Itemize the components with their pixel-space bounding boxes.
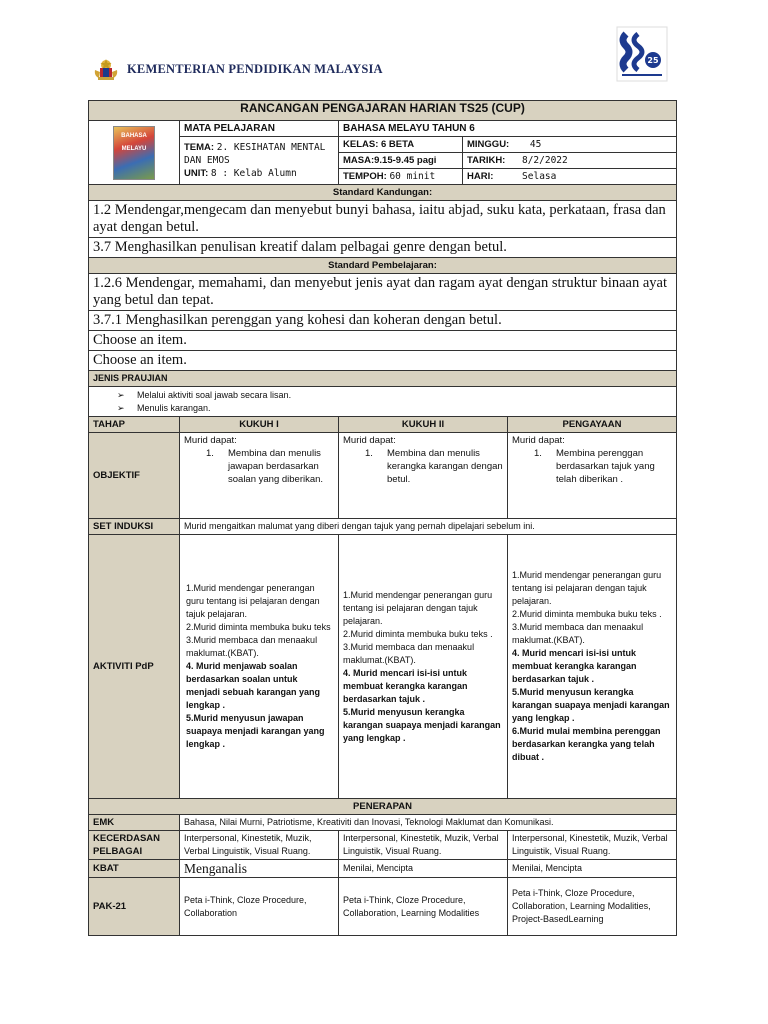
activity-step: 3.Murid membaca dan menaakul maklumat.(KBAT). xyxy=(343,641,475,665)
activity-step: 2.Murid diminta membuka buku teks . xyxy=(343,628,493,639)
activity-step: 5.Murid menyusun jawapan suapaya menjadi karangan yang lengkap . xyxy=(186,713,325,749)
book-cover-icon xyxy=(113,126,155,180)
subject-label: MATA PELAJARAN xyxy=(180,121,339,137)
kecerdasan-kukuh1[interactable]: Interpersonal, Kinestetik, Muzik, Verbal Linguistik, Visual Ruang. xyxy=(180,831,339,860)
set-induksi-label: SET INDUKSI xyxy=(89,519,180,535)
plan-title: RANCANGAN PENGAJARAN HARIAN TS25 (CUP) xyxy=(89,101,677,121)
kecerdasan-label: KECERDASAN PELBAGAI xyxy=(89,831,180,860)
activity-step: 1.Murid mendengar penerangan guru tentang isi pelajaran dengan tajuk pelajaran. xyxy=(512,570,662,606)
kbat-kukuh2[interactable]: Menilai, Mencipta xyxy=(339,860,508,878)
book-cover-text: BAHASA MELAYU xyxy=(121,132,147,152)
pak21-kukuh2[interactable]: Peta i-Think, Cloze Procedure, Collaboration, Learning Modalities xyxy=(339,878,508,936)
tahap-label: TAHAP xyxy=(89,417,180,433)
ministry-crest-icon xyxy=(92,56,120,82)
set-induksi-text[interactable]: Murid mengaitkan malumat yang diberi dengan tajuk yang pernah dipelajari sebelum ini. xyxy=(180,519,677,535)
pengayaan-header: PENGAYAAN xyxy=(508,417,677,433)
jenis-praujian-list xyxy=(89,387,677,417)
emk-text[interactable]: Bahasa, Nilai Murni, Patriotisme, Kreativiti dan Inovasi, Teknologi Maklumat dan Komunikasi. xyxy=(180,815,677,831)
objektif-intro: Murid dapat: xyxy=(184,435,237,446)
unit-label: UNIT: xyxy=(184,168,209,179)
penerapan-heading: PENERAPAN xyxy=(89,799,677,815)
tema-unit-cell xyxy=(180,137,339,185)
minggu-label: MINGGU: xyxy=(467,139,510,150)
objektif-intro: Murid dapat: xyxy=(512,435,565,446)
aktiviti-label: AKTIVITI PdP xyxy=(89,535,180,799)
kbat-kukuh1[interactable]: Menganalis xyxy=(180,860,339,878)
activity-step: 3.Murid membaca dan menaakul maklumat.(KBAT). xyxy=(512,622,644,645)
sp-item-2[interactable]: 3.7.1 Menghasilkan perenggan yang kohesi dan koheran dengan betul. xyxy=(89,311,677,331)
objektif-pengayaan-text[interactable]: Membina perenggan berdasarkan tajuk yang telah diberikan . xyxy=(556,448,655,485)
tempoh-value[interactable]: 60 minit xyxy=(389,171,436,182)
praujian-item: ➢ Menulis karangan. xyxy=(117,402,672,415)
objektif-intro: Murid dapat: xyxy=(343,435,396,446)
textbook-cover xyxy=(89,121,180,185)
masa-field: MASA:9.15-9.45 pagi xyxy=(339,153,463,169)
kelas-field: KELAS: 6 BETA xyxy=(339,137,463,153)
kbat-pengayaan[interactable]: Menilai, Mencipta xyxy=(508,860,677,878)
activity-step: 4. Murid menjawab soalan berdasarkan soalan untuk menjadi sebuah karangan yang lengkap . xyxy=(186,661,321,710)
hari-label: HARI: xyxy=(467,171,494,182)
tema-label: TEMA: xyxy=(184,142,215,153)
standard-pembelajaran-heading: Standard Pembelajaran: xyxy=(89,258,677,274)
emk-label: EMK xyxy=(89,815,180,831)
kecerdasan-pengayaan[interactable]: Interpersonal, Kinestetik, Muzik, Verbal Linguistik, Visual Ruang. xyxy=(508,831,677,860)
activity-step: 2.Murid diminta membuka buku teks . xyxy=(512,609,662,619)
activity-step: 5.Murid menyusun kerangka karangan suapaya menjadi karangan yang lengkap . xyxy=(512,687,670,723)
objektif-kukuh1 xyxy=(180,433,339,519)
sk-item-1[interactable]: 1.2 Mendengar,mengecam dan menyebut bunyi bahasa, iaitu abjad, suku kata, perkataan, frasa dan ayat dengan betul. xyxy=(89,201,677,238)
minggu-field xyxy=(463,137,677,153)
objektif-kukuh1-text[interactable]: Membina dan menulis jawapan berdasarkan soalan yang diberikan. xyxy=(228,448,324,485)
svg-text:25: 25 xyxy=(647,56,659,65)
tempoh-field xyxy=(339,169,463,185)
ministry-title: KEMENTERIAN PENDIDIKAN MALAYSIA xyxy=(127,62,383,76)
objektif-num: 1. xyxy=(206,448,214,459)
tarikh-field xyxy=(463,153,677,169)
tarikh-value[interactable]: 8/2/2022 xyxy=(521,155,568,166)
activity-step: 5.Murid menyusun kerangka karangan suapaya menjadi karangan yang lengkap . xyxy=(343,706,501,743)
sp-item-3[interactable]: Choose an item. xyxy=(89,331,677,351)
objektif-num: 1. xyxy=(365,448,373,459)
tarikh-label: TARIKH: xyxy=(467,155,506,166)
objektif-pengayaan xyxy=(508,433,677,519)
activity-step: 4. Murid mencari isi-isi untuk membuat kerangka karangan berdasarkan tajuk . xyxy=(343,667,468,704)
jenis-praujian-heading: JENIS PRAUJIAN xyxy=(89,371,677,387)
kecerdasan-kukuh2[interactable]: Interpersonal, Kinestetik, Muzik, Verbal Linguistik, Visual Ruang. xyxy=(339,831,508,860)
tempoh-label: TEMPOH: xyxy=(343,171,387,182)
objektif-kukuh2-text[interactable]: Membina dan menulis kerangka karangan dengan betul. xyxy=(387,448,503,485)
activity-step: 3.Murid membaca dan menaakul maklumat.(KBAT). xyxy=(186,635,318,658)
pak21-label: PAK-21 xyxy=(89,878,180,936)
objektif-kukuh2 xyxy=(339,433,508,519)
minggu-value[interactable]: 45 xyxy=(529,139,542,150)
subject-value: BAHASA MELAYU TAHUN 6 xyxy=(339,121,677,137)
activity-step: 1.Murid mendengar penerangan guru tentang isi pelajaran dengan tajuk pelajaran. xyxy=(343,589,493,626)
sp-item-1[interactable]: 1.2.6 Mendengar, memahami, dan menyebut jenis ayat dan ragam ayat dengan struktur binaan ayat yang betul dan tepat. xyxy=(89,274,677,311)
aktiviti-kukuh2[interactable] xyxy=(339,535,508,799)
activity-step: 1.Murid mendengar penerangan guru tentang isi pelajaran dengan tajuk pelajaran. xyxy=(186,583,320,619)
kbat-label: KBAT xyxy=(89,860,180,878)
unit-value[interactable]: 8 : Kelab Alumn xyxy=(210,168,297,179)
activity-step: 2.Murid diminta membuka buku teks xyxy=(186,622,331,632)
kukuh1-header: KUKUH I xyxy=(180,417,339,433)
hari-value[interactable]: Selasa xyxy=(522,171,557,182)
standard-kandungan-heading: Standard Kandungan: xyxy=(89,185,677,201)
activity-step: 4. Murid mencari isi-isi untuk membuat kerangka karangan berdasarkan tajuk . xyxy=(512,648,637,684)
tema-value[interactable]: 2. KESIHATAN MENTAL DAN EMOS xyxy=(184,142,326,166)
pak21-kukuh1[interactable]: Peta i-Think, Cloze Procedure, Collaboration xyxy=(180,878,339,936)
activity-step: 6.Murid mulai membina perenggan berdasarkan kerangka yang telah dibuat . xyxy=(512,726,661,762)
objektif-num: 1. xyxy=(534,448,542,459)
praujian-item: ➢ Melalui aktiviti soal jawab secara lisan. xyxy=(117,389,672,402)
objektif-label: OBJEKTIF xyxy=(89,433,180,519)
kukuh2-header: KUKUH II xyxy=(339,417,508,433)
aktiviti-kukuh1[interactable] xyxy=(180,535,339,799)
lesson-plan-table xyxy=(88,100,677,936)
sp-item-4[interactable]: Choose an item. xyxy=(89,351,677,371)
aktiviti-pengayaan[interactable] xyxy=(508,535,677,799)
sk-item-2[interactable]: 3.7 Menghasilkan penulisan kreatif dalam pelbagai genre dengan betul. xyxy=(89,238,677,258)
pak21-pengayaan[interactable]: Peta i-Think, Cloze Procedure, Collaboration, Learning Modalities, Project-BasedLearning xyxy=(508,878,677,936)
ts25-logo-icon xyxy=(616,26,668,82)
hari-field xyxy=(463,169,677,185)
